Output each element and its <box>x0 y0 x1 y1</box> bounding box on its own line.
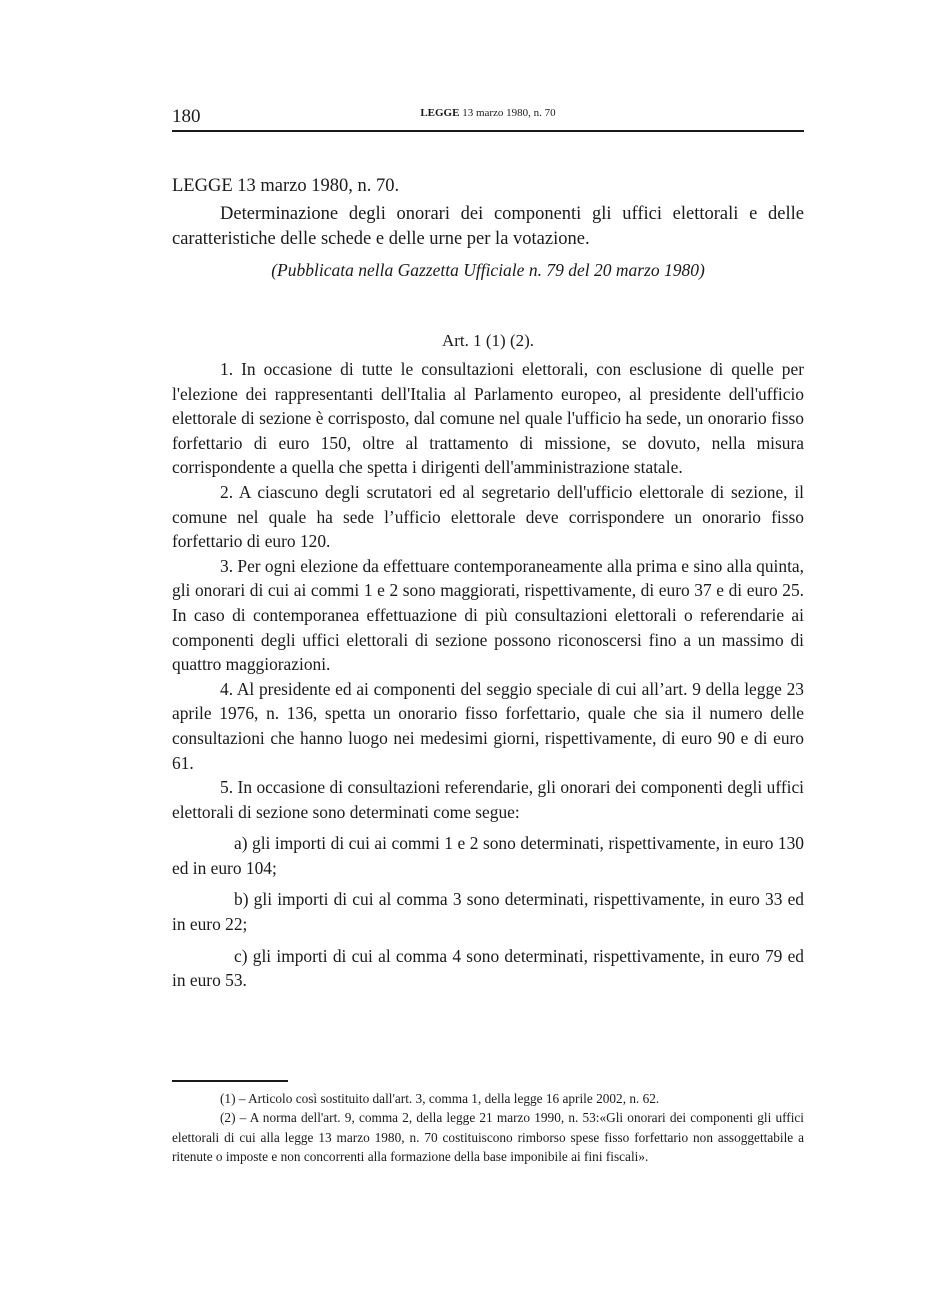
footnote-1: (1) – Articolo così sostituito dall'art. 3, comma 1, della legge 16 aprile 2002, n. 62. <box>220 1091 660 1106</box>
paragraph-2: 2. A ciascuno degli scrutatori ed al segretario dell'ufficio elettorale di sezione, il comune nel quale ha sede l’ufficio elettorale deve corrispondere un onorario fisso forfettario di euro 120. <box>172 481 804 552</box>
sub-item-b: b) gli importi di cui al comma 3 sono determinati, rispettivamente, in euro 33 ed in euro 22; <box>172 889 804 935</box>
publication-note: (Pubblicata nella Gazzetta Ufficiale n. 79 del 20 marzo 1980) <box>271 260 705 280</box>
paragraph-4: 4. Al presidente ed ai componenti del seggio speciale di cui all’art. 9 della legge 23 aprile 1976, n. 136, spetta un onorario fisso forfettario, quale che sia il numero delle consultazioni che hanno luogo nei medesimi giorni, rispettivamente, di euro 90 e di euro 61. <box>172 678 804 773</box>
footnotes <box>172 1089 804 1167</box>
sub-item-a: a) gli importi di cui ai commi 1 e 2 sono determinati, rispettivamente, in euro 130 ed in euro 104; <box>172 833 804 878</box>
running-title-caps: LEGGE <box>420 107 460 119</box>
footnote-2: (2) – A norma dell'art. 9, comma 2, della legge 21 marzo 1990, n. 53:«Gli onorari dei componenti gli uffici elettorali di cui alla legge 13 marzo 1980, n. 70 costituiscono rimborso spese fisso forfettario non assoggettabile a ritenute o imposte e non concorrenti alla formazione della base imponibile ai fini fiscali». <box>172 1110 804 1165</box>
law-title: LEGGE 13 marzo 1980, n. 70. <box>172 176 400 196</box>
law-subject: Determinazione degli onorari dei componenti gli uffici elettorali e delle caratteristiche delle schede e delle urne per la votazione. <box>172 204 804 249</box>
article-heading: Art. 1 (1) (2). <box>441 331 535 350</box>
sub-item-c: c) gli importi di cui al comma 4 sono determinati, rispettivamente, in euro 79 ed in euro 53. <box>172 945 804 991</box>
article-body <box>172 357 804 993</box>
page-number: 180 <box>172 106 201 127</box>
running-title-rest: 13 marzo 1980, n. 70 <box>459 107 556 119</box>
footnote-divider <box>172 1080 288 1082</box>
running-title <box>172 106 804 120</box>
paragraph-3: 3. Per ogni elezione da effettuare contemporaneamente alla prima e sino alla quinta, gli onorari di cui ai commi 1 e 2 sono maggiorati, rispettivamente, di euro 37 e di euro 25. In caso di contemporanea effettuazione di più consultazioni elettorali o referendarie ai componenti degli uffici elettorali di sezione possono riconoscersi fino a un massimo di quattro maggiorazioni. <box>172 555 804 675</box>
paragraph-1: 1. In occasione di tutte le consultazioni elettorali, con esclusione di quelle per l'elezione dei rappresentanti dell'Italia al Parlamento europeo, al presidente dell'ufficio elettorale di sezione è corrisposto, dal comune nel quale l'ufficio ha sede, un onorario fisso forfettario di euro 150, oltre al trattamento di missione, se dovuto, nella misura corrispondente a quella che spetta i dirigenti dell'amministrazione statale. <box>172 359 804 478</box>
paragraph-5: 5. In occasione di consultazioni referendarie, gli onorari dei componenti degli uffici elettorali di sezione sono determinati come segue: <box>172 777 804 822</box>
running-header <box>172 104 804 132</box>
